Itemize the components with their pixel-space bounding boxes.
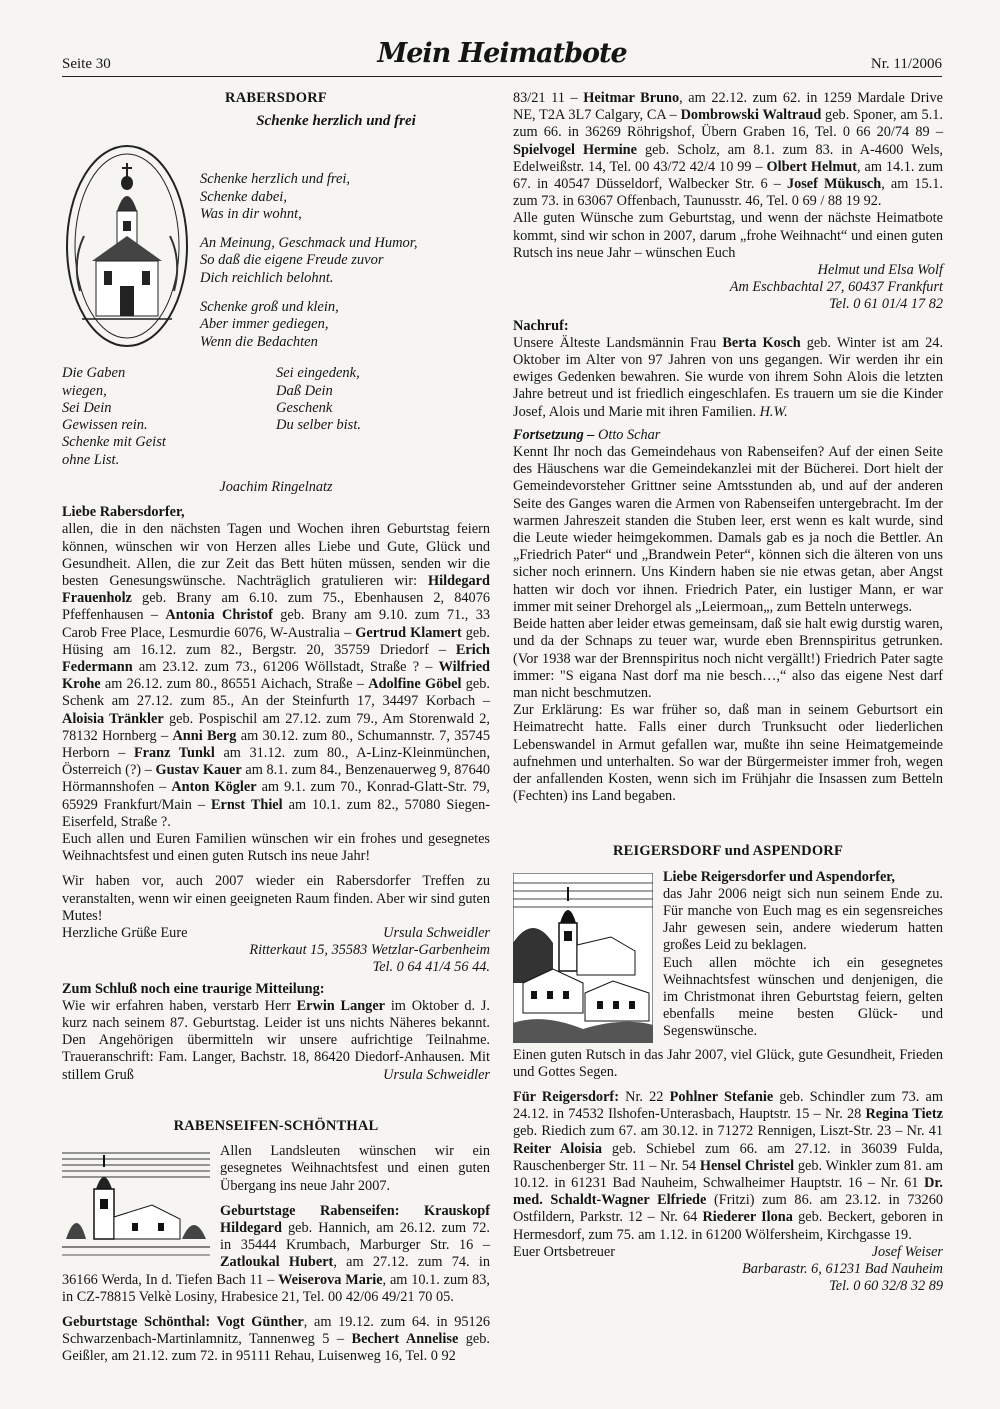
section-title-rabenseifen: RABENSEIFEN-SCHÖNTHAL (173, 1117, 379, 1134)
poem-title: Schenke herzlich und frei (256, 113, 416, 130)
person-name: Wilfried Krohe (62, 659, 490, 693)
person-name: Dr. med. Schaldt-Wagner Elfriede (513, 1174, 943, 1209)
poem-line: Daß Dein Geschenk (276, 382, 333, 416)
text-run: Unsere Älteste Landsmännin Frau (513, 334, 723, 351)
person-name: Erich Federmann (62, 641, 490, 676)
subhead: Geburtstage Rabenseifen: (220, 1202, 425, 1219)
person-name: Aloisia Tränkler (62, 710, 164, 727)
person-name: Josef Mükusch (786, 176, 882, 193)
entry-details: geb. Schindler zum 73. am 24.12. in 74532 Ilshofen-Unterasbach, Hauptstr. 15 – Nr. 28 (513, 1088, 944, 1123)
poem-line: Was in dir wohnt, (200, 205, 302, 222)
subhead: Für Reigersdorf: (513, 1088, 619, 1105)
entry-details: geb. Hüsing am 16.12. zum 82., Bergstr. 20, 35759 Driedorf – (62, 624, 490, 658)
person-name: Olbert Helmut (766, 158, 857, 175)
masthead-logo: Mein Heimatbote (377, 38, 627, 69)
person-name: Gustav Kauer (155, 762, 242, 779)
poem-line: Schenke dabei, (200, 188, 287, 205)
right-column (513, 90, 943, 1295)
poem-stanza (200, 235, 417, 287)
person-name: Weiserova Marie (278, 1271, 383, 1288)
entry-details: geb. Brany am 9.10. zum 71., 33 Carob Free Place, Lesmurdie 6076, W-Australia – (62, 607, 490, 641)
signer-name: Ursula Schweidler (383, 925, 490, 942)
person-name: Spielvogel Hermine (513, 141, 637, 158)
regards-text: Herzliche Grüße Eure (62, 925, 188, 942)
entry-details: , am 22.12. zum 62. in 1259 Mardale Drive NE, T2A 3L7 Calgary, CA – (513, 90, 943, 124)
left-column (62, 90, 490, 1366)
poem-line: Du selber bist. (276, 417, 361, 434)
entry-details: geb. Brany am 6.10. zum 75., Ebenhausen 2, 84076 Pfeffenhausen – (62, 590, 490, 624)
entry-details: , am 10.1. zum 83, in CZ-78815 Velkè Losiny, Hrabesice 21, Tel. 00 42/06 49/21 70 05. (62, 1271, 490, 1305)
issue-number: Nr. 11/2006 (870, 56, 942, 72)
signer-tel: Tel. 0 64 41/4 56 44. (372, 959, 490, 976)
person-name: Krauskopf Hildegard (220, 1202, 490, 1236)
person-name: Erwin Langer (296, 997, 386, 1014)
entry-details: , am 27.12. zum 74. in 36166 Werda, In d. Tiefen Bach 11 – (62, 1254, 490, 1288)
birthday-list (513, 1089, 943, 1243)
signature-row (62, 925, 490, 942)
poem-line: An Meinung, Geschmack und Humor, (200, 235, 418, 252)
poem-stanza (200, 299, 417, 351)
text-run: im Oktober d. J. kurz nach seinem 87. Geburtstag. Leider ist uns nichts Näheres bekannt. Den Angehörigen übermitteln wir unsere aufrichtige Teilnahme. Traueranschrift: Fam. Langer, Bachstr. 18, 86420 Diedorf-Anhausen. Mit stillem Gruß (62, 997, 490, 1083)
section-title-reigersdorf: REIGERSDORF und ASPENDORF (612, 843, 844, 860)
entry-details: am 30.12. zum 80., Schumannstr. 7, 35745 Herborn – (62, 727, 490, 762)
entry-details: am 31.12. zum 80., A-Linz-Kleinmünchen, Österreich (?) – (62, 745, 491, 779)
entry-details: geb. Schenk am 27.12. zum 85., An der Steinfurth 17, 34497 Korbach – (62, 676, 490, 710)
person-name: Bechert Annelise (351, 1331, 459, 1348)
person-name: Riederer Ilona (702, 1209, 793, 1226)
entry-details: , am 15.1. zum 73. in 63067 Offenbach, Taunusstr. 46, Tel. 0 69 / 88 19 92. (513, 176, 943, 210)
reigersdorf-greeting: Liebe Reigersdorfer und Aspendorfer, (663, 868, 895, 885)
poem-block (62, 113, 490, 361)
person-name: Reiter Aloisia (513, 1140, 603, 1157)
subhead: Geburtstage Schönthal: (62, 1313, 217, 1330)
entry-details: geb. Geißler, am 21.12. zum 72. in 95111 Rehau, Luisenweg 16, Tel. 0 92 (62, 1331, 491, 1365)
meeting-paragraph: Wir haben vor, auch 2007 wieder ein Rabersdorfer Treffen zu veranstalten, wenn wir einen geeigneten Raum finden. Aber wir sind guten Mutes! (62, 873, 490, 924)
sad-signer: Ursula Schweidler (383, 1066, 490, 1083)
text-run: geb. Winter ist am 24. Oktober im Alter von 97 Jahren von uns gegangen. Wir werden ihr ein ewiges Gedenken bewahren. Sie wurde von ihrem Sohn Alois die letzten Jahre betreut und ist friedlich eingeschlafen. Es trauern um sie die Kinder Josef, Alois und Marie mit ihren Familien. (513, 334, 944, 420)
reigersdorf-paragraph: Euch allen möchte ich ein gesegnetes Weihnachtsfest wünschen und denjenigen, die im Christmonat ihren Geburtstag feiern, gelten ebenfalls meine besten Glück- und Segenswünsche. (663, 954, 943, 1040)
greeting-rabersdorf: Liebe Rabersdorfer, (62, 504, 185, 521)
entry-details: (Fritzi) zum 86. am 23.12. in 73260 Ostfildern, Parkstr. 12 – Nr. 64 (513, 1192, 943, 1226)
intro-text: allen, die in den nächsten Tagen und Wochen ihren Geburtstag feiern können, wünschen wir von Herzen alles Liebe und Gute, Glück und Gesundheit. Allen, die zur Zeit das Bett hüten müssen, senden wir die besten Genesungswünsche. Nachträglich gratulieren wir: (62, 521, 490, 589)
person-name: Hensel Christel (699, 1157, 795, 1174)
entry-details: am 8.1. zum 84., Benzenauerweg 9, 87640 Hörmannshofen – (62, 762, 491, 796)
signer-tel: Tel. 0 60 32/8 32 89 (829, 1278, 943, 1295)
entry-details: geb. Hannich, am 26.12. zum 72. in 35444 Krumbach, Marburger Str. 16 – (220, 1219, 490, 1254)
reigersdorf-signature (513, 1244, 943, 1261)
poem-line: Sei eingedenk, (276, 365, 360, 382)
person-name: Hildegard Frauenholz (62, 573, 490, 607)
signer-address: Ritterkaut 15, 35583 Wetzlar-Garbenheim (249, 942, 490, 959)
text-run: Wie wir erfahren haben, verstarb Herr (62, 997, 297, 1014)
entry-details: am 10.1. zum 82., 57080 Siegen-Eiserfeld, Straße ?. (62, 796, 490, 830)
poem-stanzas (200, 171, 417, 363)
person-name: Heitmar Bruno (583, 90, 680, 106)
reigersdorf-paragraph: Einen guten Rutsch in das Jahr 2007, viel Glück, gute Gesundheit, Frieden und Gottes Segen. (513, 1046, 943, 1080)
sad-notice-text (62, 998, 490, 1084)
poem-col-left (62, 365, 276, 469)
fortsetzung-label: Fortsetzung – (513, 426, 599, 443)
person-name: Anton Kögler (171, 779, 257, 796)
schoenthal-birthdays (62, 1314, 490, 1366)
entry-details: Nr. 22 (618, 1088, 670, 1105)
person-name: Antonia Christof (165, 607, 273, 624)
poem-line: Dich reichlich belohnt. (200, 269, 334, 286)
story-paragraph: Kennt Ihr noch das Gemeindehaus von Rabenseifen? Auf der einen Seite des Häuschens war die Gemeindekanzlei mit der Bücherei. Dort hielt der Gemeindevorsteher Grittner seine Amtsstunden ab, und auf der anderen Seite des Ganges waren die Armen von Rabenseifen untergebracht. Im der warmen Jahreszeit standen die Stuben leer, erst wenn es kalt wurde, sind die Leute wieder heimgekommen. Damals gab es ja noch die Bettler. An „Friedrich Pater“ und „Brandwein Peter“, können sich die älteren von uns sicher noch erinnern. Uns Kindern haben sie nie etwas getan, aber Angst hatten wir doch vor ihnen. Friedrich Pater, ein lustiger Mann, er war immer mit seiner Drehorgel als „Leiermoan„, zum Betteln unterwegs. (513, 444, 943, 615)
closing-paragraph: Euch allen und Euren Familien wünschen wir ein frohes und gesegnetes Weihnachtsfest und einen guten Rutsch ins neue Jahr! (62, 831, 490, 865)
page-header (62, 38, 942, 78)
person-name: Franz Tunkl (133, 745, 215, 762)
person-name: Zatloukal Hubert (220, 1254, 334, 1271)
page-number: Seite 30 (62, 56, 111, 72)
person-name: Berta Kosch (722, 334, 801, 351)
poem-col-right (276, 365, 490, 469)
entry-details: geb. Beckert, geboren in Hermesdorf, zum 75. am 1.12. in 61200 Wölfersheim, Kirchgasse 19. (513, 1209, 944, 1243)
entry-details: geb. Scholz, am 8.1. zum 83. in A-4600 Wels, Edelweißstr. 14, Tel. 00 43/72 42/4 10 99 – (513, 141, 943, 175)
poem-line: Wenn die Bedachten (200, 333, 318, 350)
reigersdorf-paragraph: das Jahr 2006 neigt sich nun seinem Ende zu. Für manche von Euch mag es ein segensreiches Jahr gewesen sein, andere wiederum hatten großes Leid zu beklagen. (663, 885, 943, 954)
entry-details: , am 14.1. zum 67. in 40547 Düsseldorf, Walbecker Str. 6 – (513, 158, 943, 193)
person-name: Pohlner Stefanie (669, 1088, 774, 1105)
fortsetzung-author: Otto Schar (598, 426, 661, 443)
poem-line: Die Gaben wiegen, (62, 365, 126, 399)
fortsetzung-heading (513, 427, 943, 444)
town-sketch-icon (513, 873, 653, 1043)
entry-details: geb. Pospischil am 27.12. zum 79., Am Storenwald 2, 78132 Hornberg – (62, 710, 491, 744)
wolf-tel: Tel. 0 61 01/4 17 82 (829, 296, 943, 313)
wishes-text: Alle guten Wünsche zum Geburtstag, und wenn der nächste Heimatbote kommt, sind wir schon in 2007, darum „frohe Weihnacht“ und einen guten Rutsch ins neue Jahr – wünschen Euch (513, 210, 943, 261)
poem-author: Joachim Ringelnatz (219, 478, 333, 495)
entry-details: , am 19.12. zum 64. in 95126 Schwarzenbach-Martinlamnitz, Tannenweg 5 – (62, 1313, 491, 1348)
entry-details: geb. Riedich zum 67. am 30.12. in 71272 Rennigen, Liszt-Str. 23 – Nr. 41 (513, 1123, 943, 1140)
nachruf-title: Nachruf: (513, 317, 569, 334)
entry-details: am 26.12. zum 80., 86551 Aichach, Straße – (100, 676, 369, 693)
rabenseifen-block (62, 1143, 490, 1306)
signer-address: Barbarastr. 6, 61231 Bad Nauheim (742, 1260, 943, 1277)
poem-line: Aber immer gediegen, (200, 316, 329, 333)
reigersdorf-birthdays (513, 1089, 943, 1244)
birthday-list (62, 573, 490, 830)
story-paragraph: Beide hatten aber leider etwas gemeinsam, daß sie halt ewig durstig waren, und da der Schnaps zu teuer war, wurde eben Brennspiritus getrunken. (Vor 1938 war der Brennspiritus noch nicht vergällt!) Friedrich Pater sagte immer: "S eigana Nast dorf ma nie besch…,“ also das eigene Nest darf man nicht beschmutzen. (513, 616, 943, 701)
wolf-address: Am Eschbachtal 27, 60437 Frankfurt (729, 279, 943, 296)
person-name: Gertrud Klamert (355, 624, 462, 641)
poem-line: So daß die eigene Freude zuvor (200, 252, 384, 269)
signer-name: Josef Weiser (871, 1243, 943, 1260)
person-name: Dombrowski Waltraud (680, 107, 822, 124)
entry-details: geb. Schiebel zum 66. am 27.12. in 36039 Fulda, Rauschenberger Str. 11 – Nr. 54 (513, 1140, 944, 1174)
poem-line: Schenke mit Geist ohne List. (62, 434, 166, 468)
person-name: Ernst Thiel (210, 796, 283, 813)
entry-details: am 9.1. zum 70., Konrad-Glatt-Str. 79, 65929 Frankfurt/Main – (62, 779, 490, 813)
rabenseifen-greeting: Allen Landsleuten wünschen wir ein gesegnetes Weihnachtsfest und einen guten Übergang ins neue Jahr 2007. (220, 1143, 490, 1194)
header-rule (62, 76, 942, 77)
story-paragraph: Zur Erklärung: Es war früher so, daß man in seinem Geburtsort ein Heimatrecht hatte. Falls einer durch Trunksucht oder liederlichen Lebenswandel in Armut gefallen war, mußte ihn seine Heimatgemeinde aufnehmen und unterhalten. So war der Bürgermeister immer froh, wegen der anfallenden Kosten, wenn sich im Frühjahr die Insassen zum Betteln (Fechten) ins Land begaben. (513, 702, 943, 805)
person-name: Vogt Günther (216, 1313, 304, 1330)
entry-details: am 23.12. zum 73., 61206 Wöllstadt, Straße ? – (132, 659, 439, 676)
poem-line: Schenke herzlich und frei, (200, 171, 351, 188)
entry-details: geb. Winkler zum 81. am 10.12. in 61231 Bad Nauheim, Schwalheimer Hauptstr. 16 – Nr. 61 (513, 1157, 943, 1191)
poem-line: Schenke groß und klein, (200, 298, 339, 315)
entry-details: geb. Sponer, am 5.1. zum 66. in 36269 Röhrigshof, Übern Graben 16, Tel. 0 66 20/74 89 – (513, 107, 944, 141)
wolf-signer: Helmut und Elsa Wolf (817, 262, 943, 279)
person-name: Adolfine Göbel (368, 676, 462, 693)
sad-notice-title: Zum Schluß noch eine traurige Mitteilung: (62, 980, 325, 997)
initials: H.W. (759, 403, 788, 420)
section-title-rabersdorf: RABERSDORF (225, 90, 327, 106)
poem-line: Sei Dein Gewissen rein. (62, 399, 148, 434)
birthday-paragraph (62, 521, 490, 831)
poem-stanza (200, 171, 417, 223)
reigersdorf-block (513, 869, 943, 1047)
person-name: Anni Berg (172, 727, 237, 744)
person-name: Regina Tietz (865, 1106, 943, 1123)
closing-text: Euer Ortsbetreuer (513, 1243, 616, 1260)
village-church-sketch-icon (62, 1147, 210, 1265)
chapel-emblem-icon (62, 141, 192, 351)
nachruf-text (513, 335, 943, 421)
birthday-list (513, 90, 943, 209)
continued-birthdays (513, 90, 943, 210)
entry-details: 83/21 11 – (513, 90, 584, 106)
poem-final-stanza (62, 365, 490, 469)
